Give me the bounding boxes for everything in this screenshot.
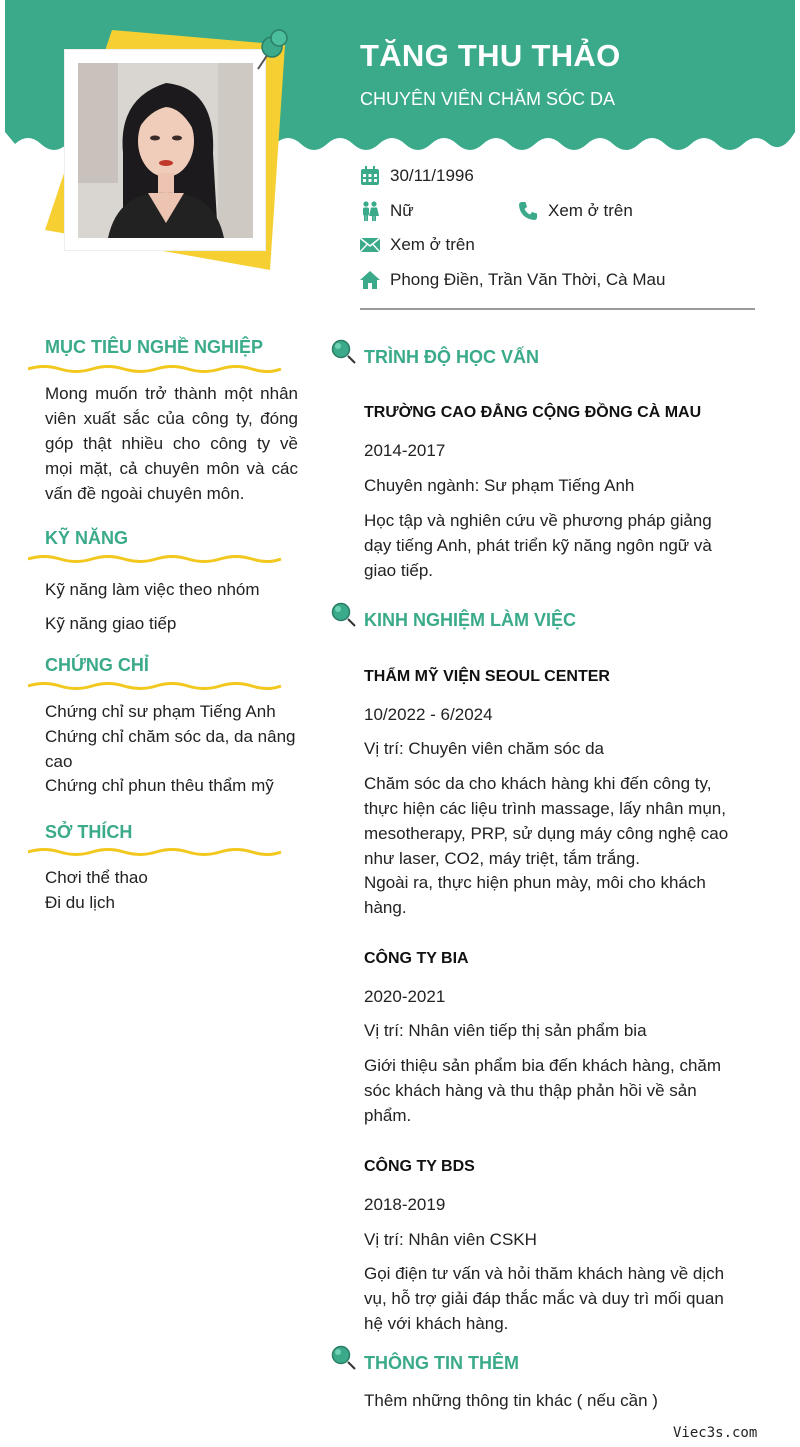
job-period: 2018-2019 xyxy=(364,1195,446,1214)
certificates-heading: CHỨNG CHỈ xyxy=(45,655,149,675)
hobby-item: Chơi thể thao xyxy=(45,868,148,887)
pushpin-icon xyxy=(250,25,292,73)
address-value: Phong Điền, Trần Văn Thời, Cà Mau xyxy=(390,270,666,289)
gender-value: Nữ xyxy=(390,201,414,220)
hobby-item: Đi du lịch xyxy=(45,893,115,912)
objective-wave-underline xyxy=(28,363,283,375)
skill-item: Kỹ năng giao tiếp xyxy=(45,614,177,633)
job-company: CÔNG TY BIA xyxy=(364,950,469,967)
job-company: CÔNG TY BDS xyxy=(364,1158,475,1175)
job-period: 10/2022 - 6/2024 xyxy=(364,705,493,724)
experience-heading: KINH NGHIỆM LÀM VIỆC xyxy=(364,610,577,630)
extra-text: Thêm những thông tin khác ( nếu cần ) xyxy=(364,1391,658,1410)
education-period: 2014-2017 xyxy=(364,441,446,460)
extra-heading: THÔNG TIN THÊM xyxy=(364,1353,519,1373)
job-description-extra: Ngoài ra, thực hiện phun mày, môi cho khách hàng. xyxy=(364,873,706,917)
birthday-value: 30/11/1996 xyxy=(390,166,474,185)
skill-item: Kỹ năng làm việc theo nhóm xyxy=(45,580,260,599)
certificate-item: Chứng chỉ sư phạm Tiếng Anh xyxy=(45,702,276,721)
education-description: Học tập và nghiên cứu về phương pháp giảng dạy tiếng Anh, phát triển kỹ năng ngôn ngữ và giao tiếp. xyxy=(364,511,712,580)
job-description: Chăm sóc da cho khách hàng khi đến công ty, thực hiện các liệu trình massage, lấy nhân mụn, mesotherapy, PRP, sử dụng máy công nghệ cao như laser, CO2, máy triệt, tắm trắng. xyxy=(364,774,729,868)
phone-value[interactable]: Xem ở trên xyxy=(548,201,633,220)
job-description: Giới thiệu sản phẩm bia đến khách hàng, chăm sóc khách hàng và thu thập phản hồi về sản phẩm. xyxy=(364,1056,722,1125)
objective-heading: MỤC TIÊU NGHỀ NGHIỆP xyxy=(45,337,264,357)
education-school: TRƯỜNG CAO ĐẲNG CỘNG ĐỒNG CÀ MAU xyxy=(364,404,702,421)
job-position: Vị trí: Chuyên viên chăm sóc da xyxy=(364,739,605,758)
skills-wave-underline xyxy=(28,553,283,565)
people-icon xyxy=(360,201,380,221)
job-position: Vị trí: Nhân viên tiếp thị sản phẩm bia xyxy=(364,1021,647,1040)
avatar xyxy=(78,63,253,238)
email-value[interactable]: Xem ở trên xyxy=(390,235,475,254)
candidate-title: CHUYÊN VIÊN CHĂM SÓC DA xyxy=(360,89,616,109)
calendar-icon xyxy=(360,166,380,186)
certificate-item: Chứng chỉ phun thêu thẩm mỹ xyxy=(45,776,274,795)
certificates-wave-underline xyxy=(28,680,283,692)
certificate-item: Chứng chỉ chăm sóc da, da nâng cao xyxy=(45,727,296,771)
candidate-name: TĂNG THU THẢO xyxy=(360,38,621,73)
job-description: Gọi điện tư vấn và hỏi thăm khách hàng về dịch vụ, hỗ trợ giải đáp thắc mắc và duy trì mối quan hệ với khách hàng. xyxy=(364,1264,725,1333)
watermark: Viec3s.com xyxy=(673,1425,758,1441)
skills-heading: KỸ NĂNG xyxy=(45,528,129,548)
phone-icon xyxy=(518,201,538,221)
education-major: Chuyên ngành: Sư phạm Tiếng Anh xyxy=(364,476,635,495)
divider xyxy=(360,308,755,310)
pushpin-icon xyxy=(330,338,356,364)
objective-text: Mong muốn trở thành một nhân viên xuất sắc của công ty, đóng góp thật nhiều cho công ty về mọi mặt, cả chuyên môn và các vấn đề ngoài chuyên môn. xyxy=(45,384,298,503)
job-company: THẨM MỸ VIỆN SEOUL CENTER xyxy=(364,668,610,685)
pushpin-icon xyxy=(330,601,356,627)
hobbies-wave-underline xyxy=(28,846,283,858)
education-heading: TRÌNH ĐỘ HỌC VẤN xyxy=(364,347,539,367)
job-period: 2020-2021 xyxy=(364,987,446,1006)
envelope-icon xyxy=(360,235,380,255)
pushpin-icon xyxy=(330,1344,356,1370)
hobbies-heading: SỞ THÍCH xyxy=(45,822,133,842)
job-position: Vị trí: Nhân viên CSKH xyxy=(364,1230,537,1249)
home-icon xyxy=(360,270,380,290)
